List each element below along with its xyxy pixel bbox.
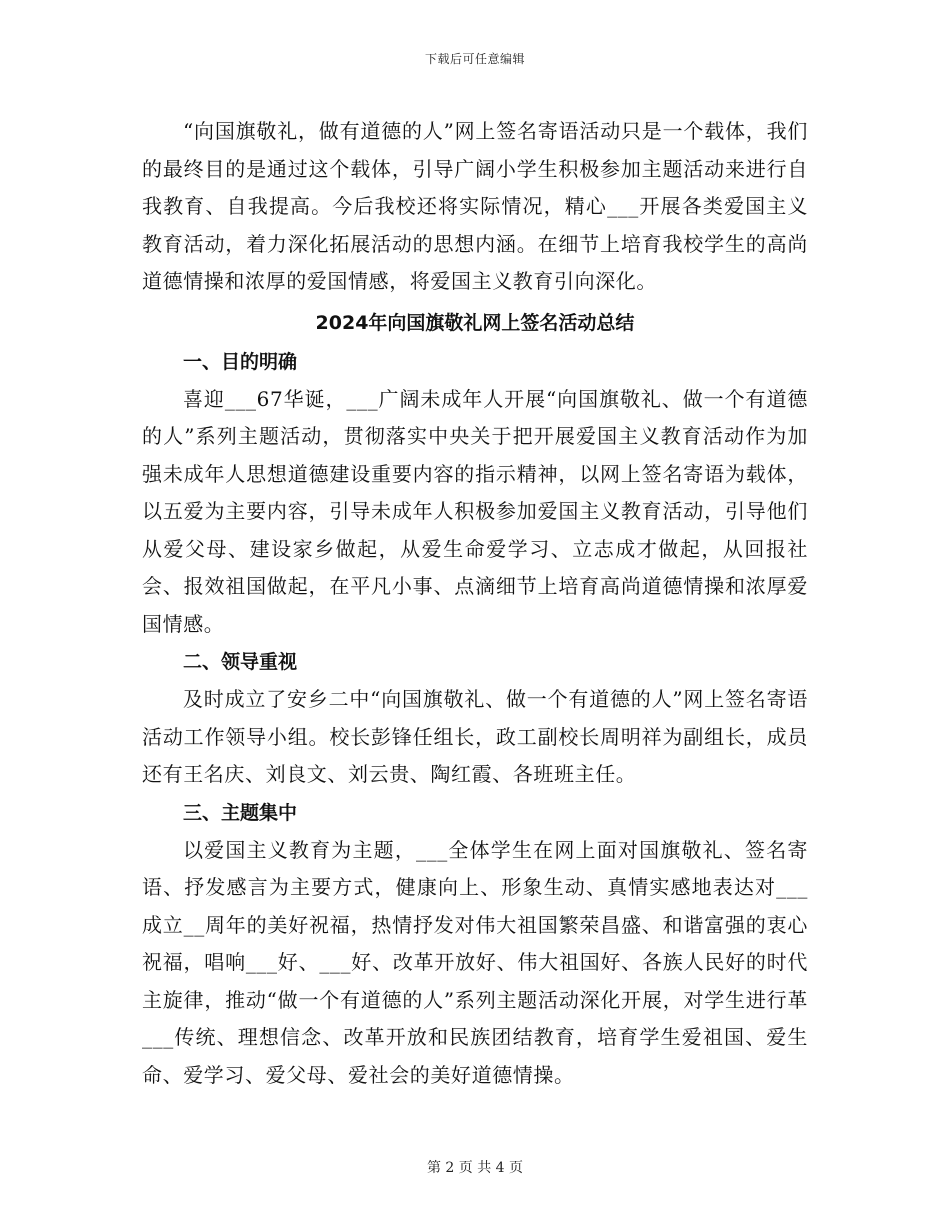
section-heading-leadership: 二、领导重视 <box>183 651 298 673</box>
section-heading-theme: 三、主题集中 <box>183 801 298 824</box>
section-paragraph-leadership: 及时成立了安乡二中“向国旗敬礼、做一个有道德的人”网上签名寄语活动工作领导小组。校长彭锋任组长，政工副校长周明祥为副组长，成员还有王名庆、刘良文、刘云贵、陶红霞、各班班主任。 <box>142 687 808 786</box>
section-heading-purpose: 一、目的明确 <box>183 350 298 373</box>
page-header-note: 下载后可任意编辑 <box>424 52 525 66</box>
intro-paragraph: “向国旗敬礼，做有道德的人”网上签名寄语活动只是一个载体，我们的最终目的是通过这个载体，引导广阔小学生积极参加主题活动来进行自我教育、自我提高。今后我校还将实际情况，精心___开展各类爱国主义教育活动，着力深化拓展活动的思想内涵。在细节上培育我校学生的高尚道德情操和浓厚的爱国情感，将爱国主义教育引向深化。 <box>142 119 808 293</box>
document-body <box>142 113 808 1094</box>
document-title: 2024年向国旗敬礼网上签名活动总结 <box>315 311 635 334</box>
section-paragraph-purpose: 喜迎___67华诞，___广阔未成年人开展“向国旗敬礼、做一个有道德的人”系列主题活动，贯彻落实中央关于把开展爱国主义教育活动作为加强未成年人思想道德建设重要内容的指示精神，以网上签名寄语为载体，以五爱为主要内容，引导未成年人积极参加爱国主义教育活动，引导他们从爱父母、建设家乡做起，从爱生命爱学习、立志成才做起，从回报社会、报效祖国做起，在平凡小事、点滴细节上培育高尚道德情操和浓厚爱国情感。 <box>142 386 808 636</box>
section-paragraph-theme: 以爱国主义教育为主题，___全体学生在网上面对国旗敬礼、签名寄语、抒发感言为主要方式，健康向上、形象生动、真情实感地表达对___成立__周年的美好祝福，热情抒发对伟大祖国繁荣昌盛、和谐富强的衷心祝福，唱响___好、___好、改革开放好、伟大祖国好、各族人民好的时代主旋律，推动“做一个有道德的人”系列主题活动深化开展，对学生进行革___传统、理想信念、改革开放和民族团结教育，培育学生爱祖国、爱生命、爱学习、爱父母、爱社会的美好道德情操。 <box>142 837 808 1087</box>
page-number-footer: 第 2 页 共 4 页 <box>426 1160 524 1176</box>
